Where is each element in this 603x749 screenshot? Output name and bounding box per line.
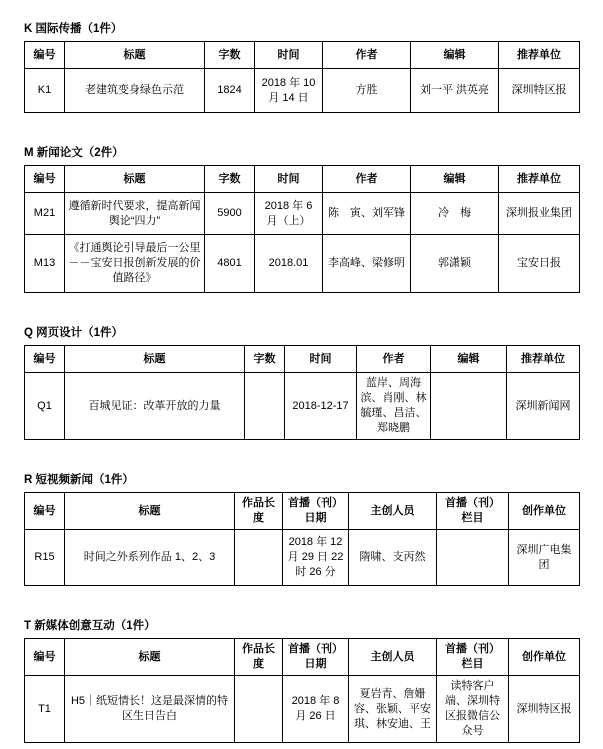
cell-unit: 深圳广电集团 <box>509 530 580 586</box>
table-header-row <box>25 42 580 69</box>
cell-author: 蓝岸、周海滨、肖刚、林毓瑾、昌洁、郑晓鹏 <box>357 373 431 440</box>
cell-creators: 夏岩青、詹姗容、张颖、平安琪、林安迪、王 <box>349 676 437 743</box>
section-title-r: R 短视频新闻（1件） <box>24 474 134 486</box>
col-header-no: 编号 <box>25 42 65 69</box>
col-header-column: 首播（刊）栏目 <box>437 639 509 676</box>
table-t <box>24 638 580 743</box>
table-r <box>24 492 580 586</box>
section-gap <box>0 293 603 326</box>
cell-unit: 深圳新闻网 <box>507 373 580 440</box>
section-gap <box>0 113 603 146</box>
table-header-row <box>25 639 580 676</box>
table-row <box>25 373 580 440</box>
col-header-editor: 编辑 <box>411 166 499 193</box>
col-header-no: 编号 <box>25 493 65 530</box>
col-header-author: 作者 <box>323 42 411 69</box>
cell-time: 2018.01 <box>255 235 323 293</box>
cell-no: K1 <box>25 69 65 113</box>
cell-length <box>235 530 283 586</box>
cell-no: M13 <box>25 235 65 293</box>
col-header-creators: 主创人员 <box>349 639 437 676</box>
table-row <box>25 235 580 293</box>
cell-title: 百城见证：改革开放的力量 <box>65 373 245 440</box>
cell-no: Q1 <box>25 373 65 440</box>
col-header-no: 编号 <box>25 346 65 373</box>
cell-date: 2018 年 8 月 26 日 <box>283 676 349 743</box>
cell-unit: 深圳特区报 <box>499 69 580 113</box>
col-header-no: 编号 <box>25 639 65 676</box>
cell-title: 时间之外系列作品 1、2、3 <box>65 530 235 586</box>
cell-unit: 深圳特区报 <box>509 676 580 743</box>
section-title-m: M 新闻论文（2件） <box>24 147 124 159</box>
cell-column <box>437 530 509 586</box>
cell-time: 2018 年 6 月（上） <box>255 193 323 235</box>
table-row <box>25 530 580 586</box>
cell-unit: 宝安日报 <box>499 235 580 293</box>
table-row <box>25 676 580 743</box>
table-header-row <box>25 166 580 193</box>
col-header-unit: 推荐单位 <box>499 42 580 69</box>
cell-no: R15 <box>25 530 65 586</box>
cell-author: 李高峰、梁修明 <box>323 235 411 293</box>
col-header-unit: 创作单位 <box>509 639 580 676</box>
col-header-author: 作者 <box>357 346 431 373</box>
cell-creators: 隋啸、支丙然 <box>349 530 437 586</box>
section-q <box>24 326 579 440</box>
table-header-row <box>25 493 580 530</box>
col-header-time: 时间 <box>255 166 323 193</box>
cell-title: 老建筑变身绿色示范 <box>65 69 205 113</box>
col-header-no: 编号 <box>25 166 65 193</box>
col-header-words: 字数 <box>205 42 255 69</box>
section-gap <box>0 586 603 619</box>
section-k <box>24 0 579 113</box>
cell-words: 4801 <box>205 235 255 293</box>
cell-no: T1 <box>25 676 65 743</box>
cell-editor: 冷 梅 <box>411 193 499 235</box>
table-q <box>24 345 580 440</box>
col-header-time: 时间 <box>255 42 323 69</box>
cell-column: 读特客户端、深圳特区报微信公众号 <box>437 676 509 743</box>
col-header-length: 作品长度 <box>235 639 283 676</box>
cell-no: M21 <box>25 193 65 235</box>
cell-date: 2018 年 12 月 29 日 22 时 26 分 <box>283 530 349 586</box>
section-t <box>24 619 579 743</box>
col-header-title: 标题 <box>65 166 205 193</box>
col-header-unit: 推荐单位 <box>507 346 580 373</box>
col-header-title: 标题 <box>65 42 205 69</box>
cell-unit: 深圳报业集团 <box>499 193 580 235</box>
cell-time: 2018 年 10 月 14 日 <box>255 69 323 113</box>
cell-author: 方胜 <box>323 69 411 113</box>
col-header-words: 字数 <box>245 346 285 373</box>
cell-time: 2018-12-17 <box>285 373 357 440</box>
section-r <box>24 473 579 586</box>
cell-words <box>245 373 285 440</box>
col-header-length: 作品长度 <box>235 493 283 530</box>
section-m <box>24 146 579 293</box>
col-header-editor: 编辑 <box>411 42 499 69</box>
table-header-row <box>25 346 580 373</box>
cell-title: 《打通舆论引导最后一公里－－宝安日报创新发展的价值路径》 <box>65 235 205 293</box>
table-m <box>24 165 580 293</box>
col-header-creators: 主创人员 <box>349 493 437 530</box>
cell-author: 陈 寅、刘军锋 <box>323 193 411 235</box>
cell-words: 1824 <box>205 69 255 113</box>
cell-title: H5｜纸短情长！这是最深情的特区生日告白 <box>65 676 235 743</box>
cell-editor: 刘一平 洪英亮 <box>411 69 499 113</box>
cell-editor: 郭潇颖 <box>411 235 499 293</box>
col-header-column: 首播（刊）栏目 <box>437 493 509 530</box>
section-title-q: Q 网页设计（1件） <box>24 327 124 339</box>
col-header-unit: 推荐单位 <box>499 166 580 193</box>
section-gap <box>0 440 603 473</box>
section-title-t: T 新媒体创意互动（1件） <box>24 620 156 632</box>
table-row <box>25 69 580 113</box>
col-header-unit: 创作单位 <box>509 493 580 530</box>
col-header-words: 字数 <box>205 166 255 193</box>
col-header-author: 作者 <box>323 166 411 193</box>
col-header-editor: 编辑 <box>431 346 507 373</box>
cell-length <box>235 676 283 743</box>
cell-editor <box>431 373 507 440</box>
cell-title: 遵循新时代要求，提高新闻舆论“四力” <box>65 193 205 235</box>
col-header-title: 标题 <box>65 346 245 373</box>
section-title-k: K 国际传播（1件） <box>24 23 123 35</box>
table-row <box>25 193 580 235</box>
col-header-title: 标题 <box>65 493 235 530</box>
col-header-title: 标题 <box>65 639 235 676</box>
cell-words: 5900 <box>205 193 255 235</box>
col-header-date: 首播（刊）日期 <box>283 639 349 676</box>
table-k <box>24 41 580 113</box>
col-header-time: 时间 <box>285 346 357 373</box>
col-header-date: 首播（刊）日期 <box>283 493 349 530</box>
